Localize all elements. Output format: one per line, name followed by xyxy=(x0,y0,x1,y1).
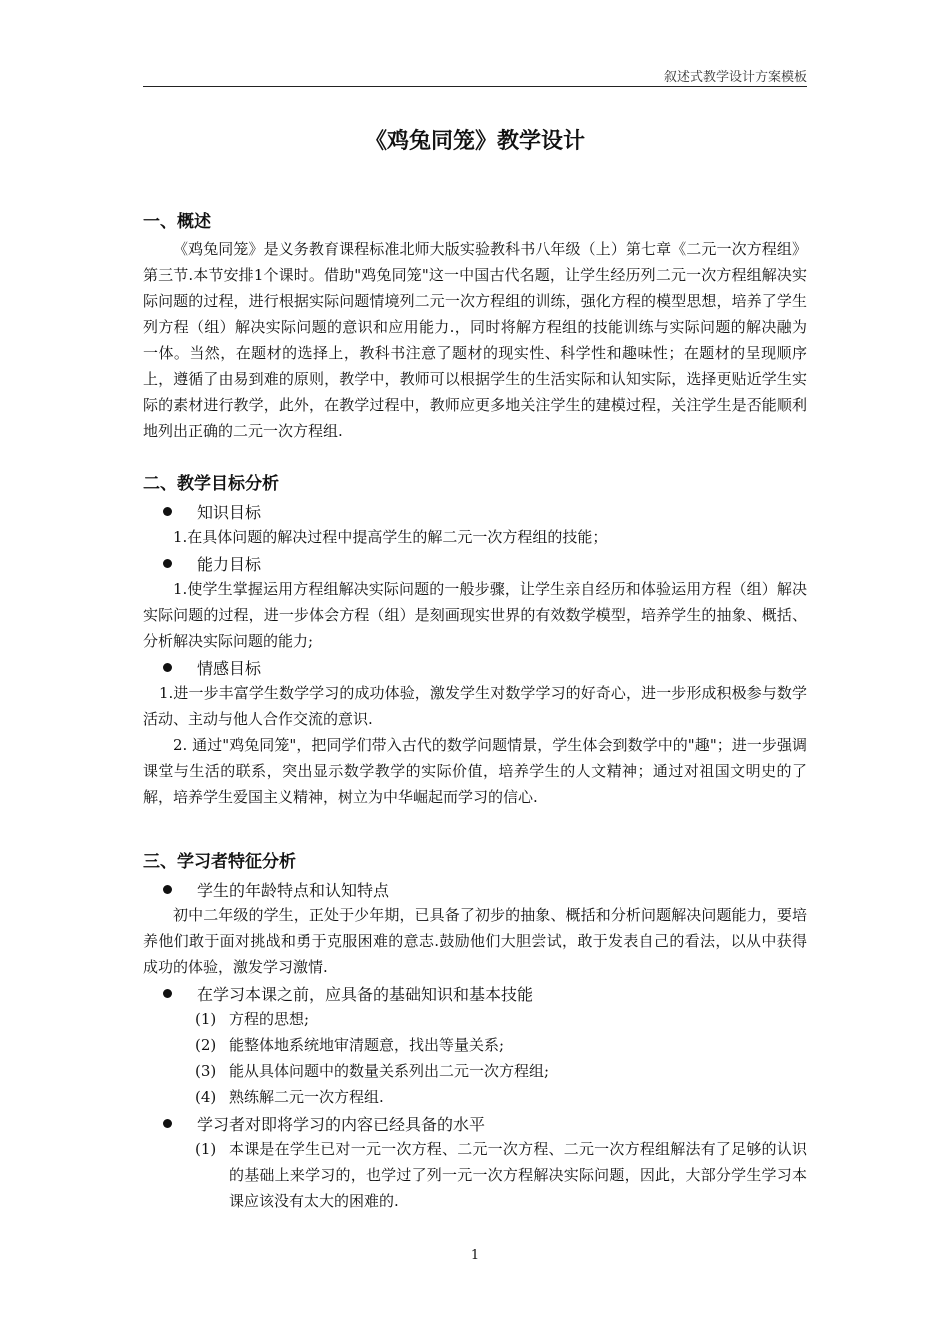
list-item: (1) 本课是在学生已对一元一次方程、二元一次方程、二元一次方程组解法有了足够的认识的基础上来学习的，也学过了列一元一次方程解决实际问题，因此，大部分学生学习本课应该没有太大的困难的. xyxy=(195,1140,807,1210)
bullet-existing-level xyxy=(163,1110,807,1136)
bullet-ability-goal xyxy=(163,550,807,576)
bullet-label: 学生的年龄特点和认知特点 xyxy=(197,880,390,900)
section-heading-learner-analysis: 三、学习者特征分析 xyxy=(143,852,296,872)
bullet-knowledge-goal xyxy=(163,498,807,524)
bullet-label: 知识目标 xyxy=(197,502,262,522)
bullet-label: 在学习本课之前，应具备的基础知识和基本技能 xyxy=(197,984,534,1004)
ability-goal-text: 1.使学生掌握运用方程组解决实际问题的一般步骤，让学生亲自经历和体验运用方程（组）解决实际问题的过程，进一步体会方程（组）是刻画现实世界的有效数学模型，培养学生的抽象、概括、分析解决实际问题的能力; xyxy=(143,580,807,650)
document-body xyxy=(143,208,807,1214)
bullet-dot-icon xyxy=(163,989,172,998)
bullet-age-cognition xyxy=(163,876,807,902)
bullet-prerequisites xyxy=(163,980,807,1006)
page-header: 叙述式教学设计方案模板 xyxy=(663,70,807,85)
age-cognition-text: 初中二年级的学生，正处于少年期，已具备了初步的抽象、概括和分析问题解决问题能力，要培养他们敢于面对挑战和勇于克服困难的意志.鼓励他们大胆尝试，敢于发表自己的看法，以从中获得成功的体验，激发学习激情. xyxy=(143,906,807,976)
bullet-emotion-goal xyxy=(163,654,807,680)
section-heading-objectives: 二、教学目标分析 xyxy=(143,474,279,494)
bullet-dot-icon xyxy=(163,885,172,894)
bullet-dot-icon xyxy=(163,507,172,516)
emotion-goal-text-1: 1.进一步丰富学生数学学习的成功体验，激发学生对数学学习的好奇心，进一步形成积极参与数学活动、主动与他人合作交流的意识. xyxy=(143,684,807,728)
bullet-dot-icon xyxy=(163,663,172,672)
bullet-label: 能力目标 xyxy=(197,554,262,574)
section-heading-overview: 一、概述 xyxy=(143,212,211,232)
document-title: 《鸡兔同笼》教学设计 xyxy=(364,129,585,154)
emotion-goal-text-2: 2. 通过"鸡兔同笼"，把同学们带入古代的数学问题情景，学生体会到数学中的"趣"；进一步强调课堂与生活的联系，突出显示数学教学的实际价值，培养学生的人文精神；通过对祖国文明史的了解，培养学生爱国主义精神，树立为中华崛起而学习的信心. xyxy=(143,736,807,806)
bullet-dot-icon xyxy=(163,1119,172,1128)
list-item: (1) 方程的思想; xyxy=(195,1010,310,1028)
knowledge-goal-text: 1.在具体问题的解决过程中提高学生的解二元一次方程组的技能； xyxy=(173,528,608,546)
bullet-dot-icon xyxy=(163,559,172,568)
list-item: (3) 能从具体问题中的数量关系列出二元一次方程组; xyxy=(195,1062,550,1080)
bullet-label: 学习者对即将学习的内容已经具备的水平 xyxy=(197,1114,486,1134)
header-rule xyxy=(143,86,807,87)
overview-paragraph: 《鸡兔同笼》是义务教育课程标准北师大版实验教科书八年级（上）第七章《二元一次方程组》第三节.本节安排1个课时。借助"鸡兔同笼"这一中国古代名题，让学生经历列二元一次方程组解决实际问题的过程，进行根据实际问题情境列二元一次方程组的训练，强化方程的模型思想，培养了学生列方程（组）解决实际问题的意识和应用能力.，同时将解方程组的技能训练与实际问题的解决融为一体。当然，在题材的选择上，教科书注意了题材的现实性、科学性和趣味性；在题材的呈现顺序上，遵循了由易到难的原则，教学中，教师可以根据学生的生活实际和认知实际，选择更贴近学生实际的素材进行教学，此外，在教学过程中，教师应更多地关注学生的建模过程，关注学生是否能顺利地列出正确的二元一次方程组. xyxy=(143,240,807,440)
list-item: (2) 能整体地系统地审清题意，找出等量关系; xyxy=(195,1036,505,1054)
bullet-label: 情感目标 xyxy=(197,658,262,678)
list-item: (4) 熟练解二元一次方程组. xyxy=(195,1088,384,1106)
page-number: 1 xyxy=(470,1248,480,1263)
